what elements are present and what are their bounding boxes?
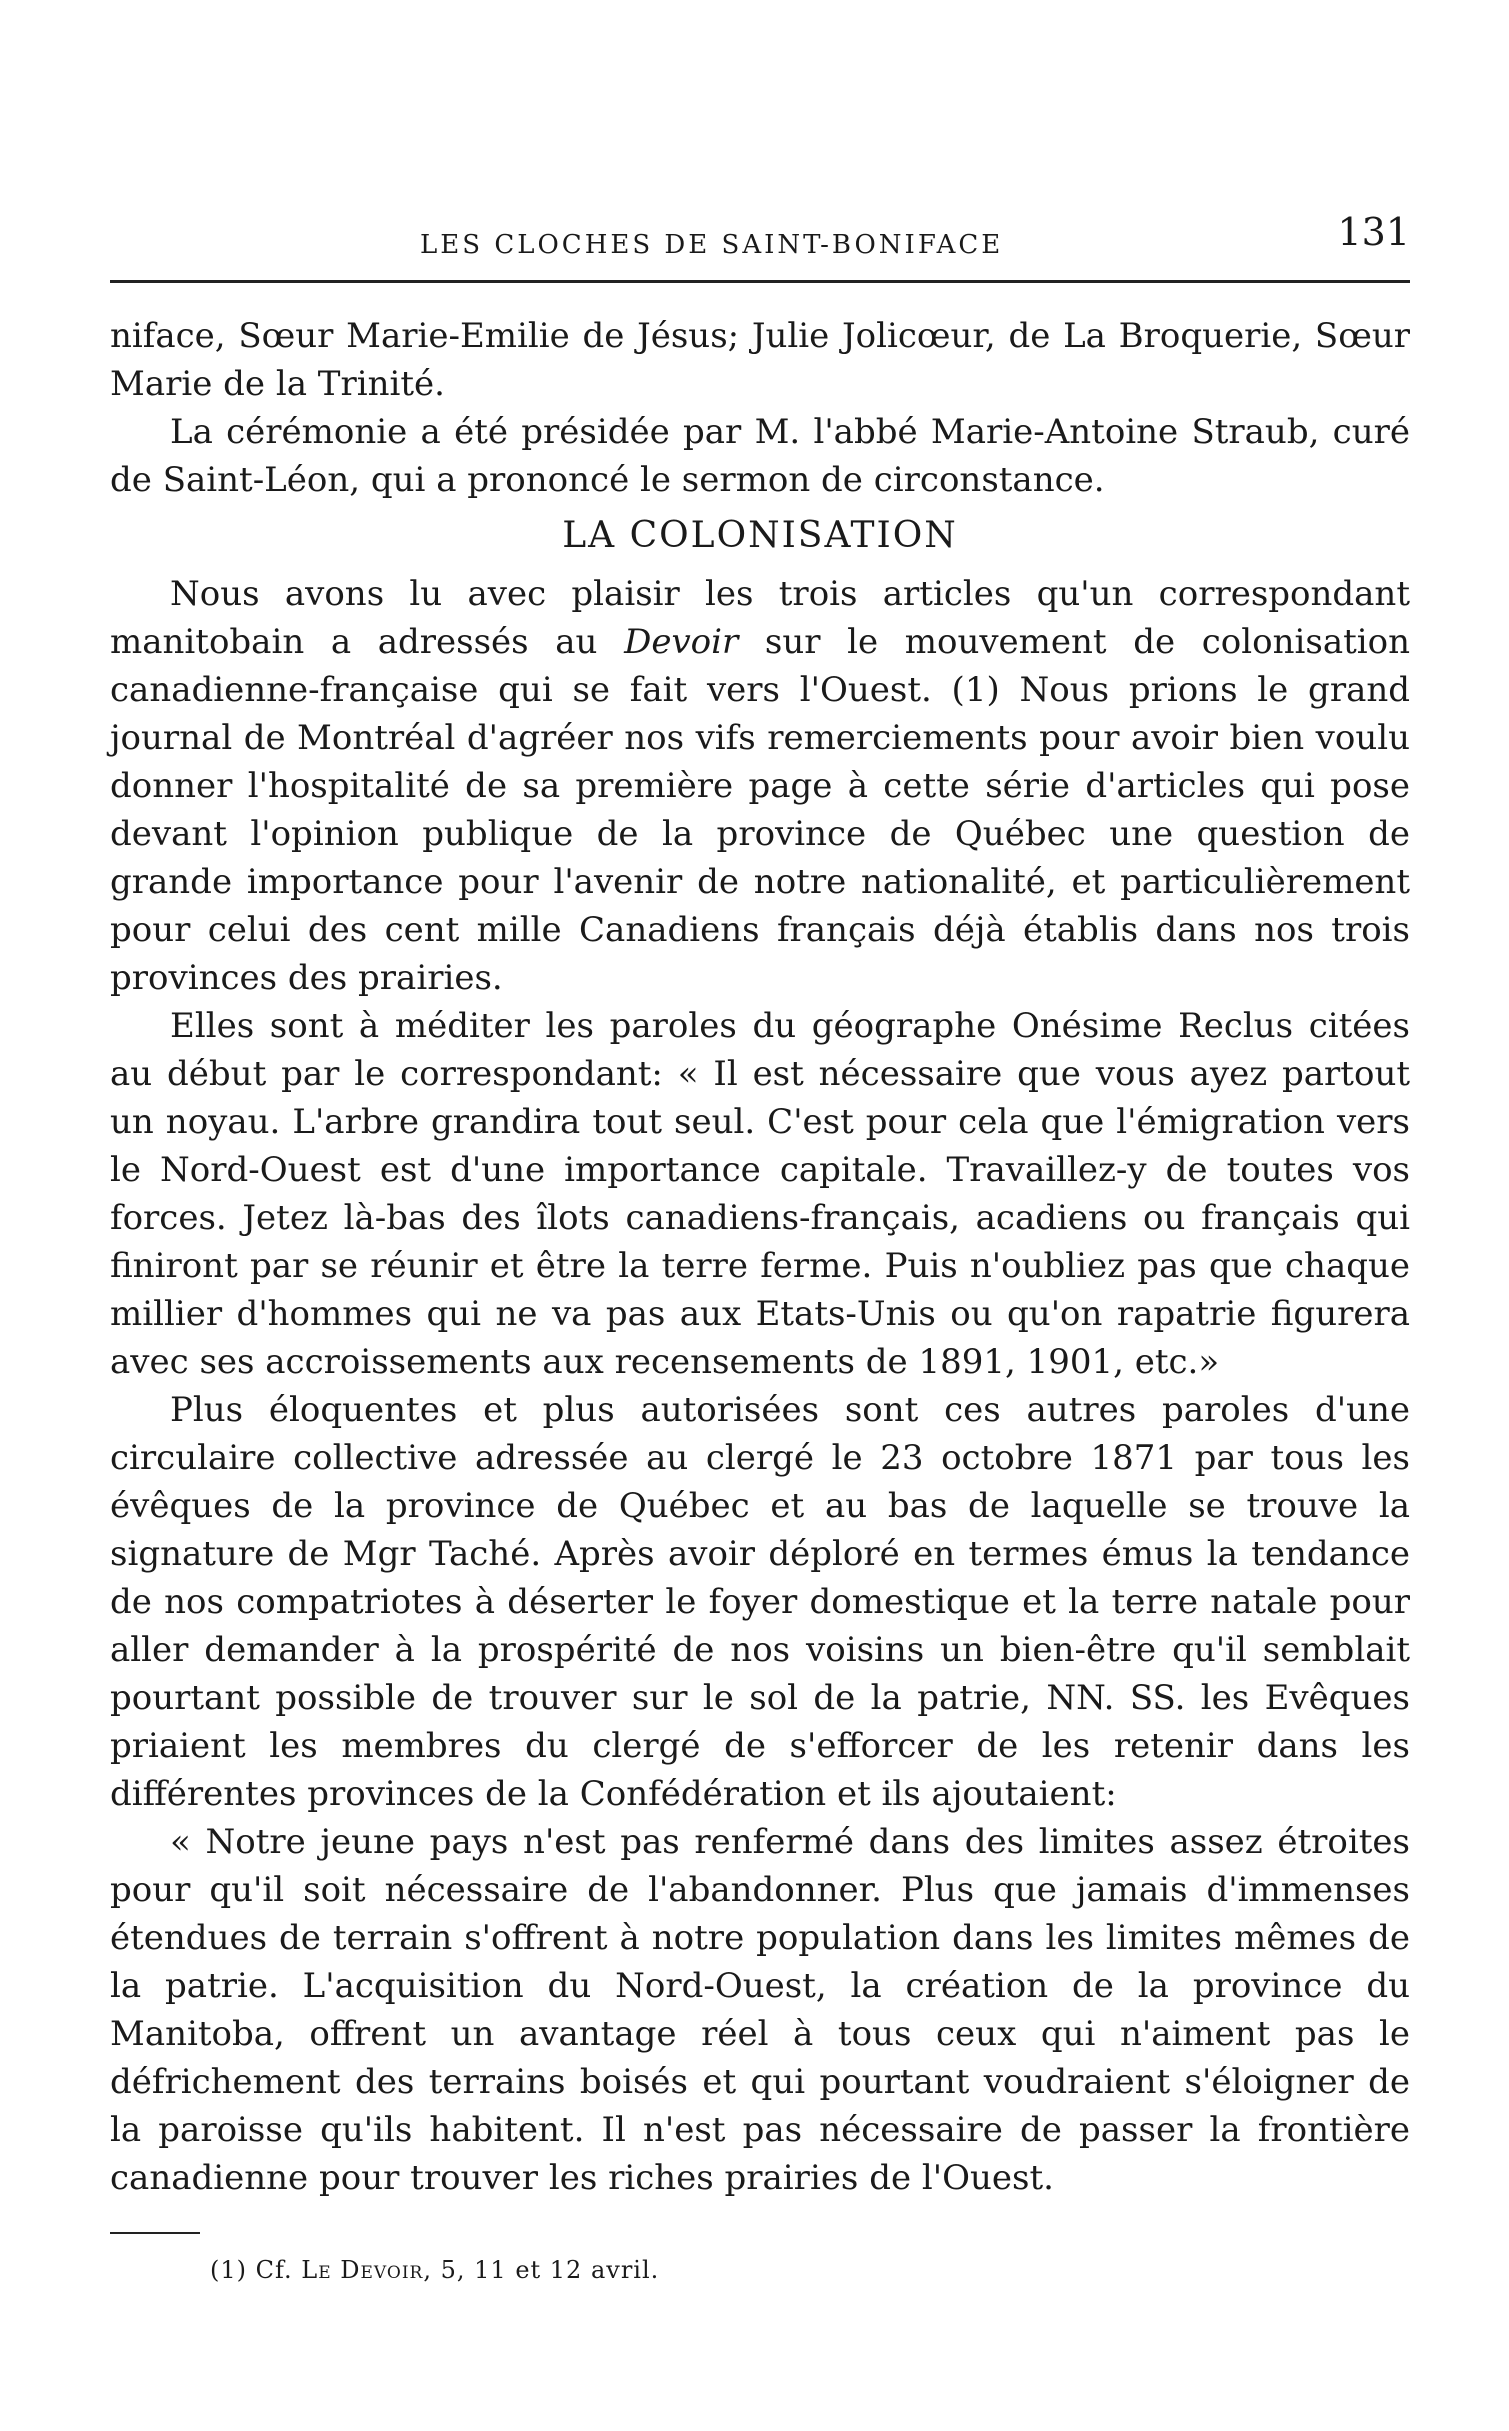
- paragraph-bishops-quote: « Notre jeune pays n'est pas renfermé dans des limites assez étroites pour qu'il soit nécessaire de l'abandonner. Plus que jamais d'immenses étendues de terrain s'offrent à notre population dans les limites mêmes de la patrie. L'acquisition du Nord-Ouest, la création de la province du Manitoba, offrent un avantage réel à tous ceux qui n'aiment pas le défrichement des terrains boisés et qui pourtant voudraient s'éloigner de la paroisse qu'ils habitent. Il n'est pas nécessaire de passer la frontière canadienne pour trouver les riches prairies de l'Ouest.: [110, 1822, 1410, 2198]
- footnote-rule: [110, 2232, 200, 2234]
- paragraph-reclus-quote: Elles sont à méditer les paroles du géographe Onésime Reclus citées au début par le correspondant: « Il est nécessaire que vous ayez partout un noyau. L'arbre grandira tout seul. C'est pour cela que l'émigration vers le Nord-Ouest est d'une importance capitale. Travaillez-y de toutes vos forces. Jetez là-bas des îlots canadiens-français, acadiens ou français qui finiront par se réunir et être la terre ferme. Puis n'oubliez pas que chaque millier d'hommes qui ne va pas aux Etats-Unis ou qu'on rapatrie figurera avec ses accroissements aux recensements de 1891, 1901, etc.»: [110, 1006, 1410, 1382]
- book-page: [110, 210, 1410, 2284]
- footnote-source: Le Devoir: [301, 2256, 424, 2284]
- page-number: 131: [1337, 210, 1410, 254]
- paragraph-ceremony: La cérémonie a été présidée par M. l'abbé Marie-Antoine Straub, curé de Saint-Léon, qui a prononcé le sermon de circonstance.: [110, 412, 1410, 500]
- footnote-text-start: Cf.: [255, 2256, 302, 2284]
- footnote: [210, 2256, 1410, 2284]
- paragraph-continued: niface, Sœur Marie-Emilie de Jésus; Julie Jolicœur, de La Broquerie, Sœur Marie de la Trinité.: [110, 316, 1410, 404]
- footnote-marker: (1): [210, 2256, 247, 2284]
- header-rule: [110, 280, 1410, 283]
- paragraph-circular: Plus éloquentes et plus autorisées sont ces autres paroles d'une circulaire collective adressée au clergé le 23 octobre 1871 par tous les évêques de la province de Québec et au bas de laquelle se trouve la signature de Mgr Taché. Après avoir déploré en termes émus la tendance de nos compatriotes à déserter le foyer domestique et la terre natale pour aller demander à la prospérité de nos voisins un bien-être qu'il semblait pourtant possible de trouver sur le sol de la patrie, NN. SS. les Evêques priaient les membres du clergé de s'efforcer de les retenir dans les différentes provinces de la Confédération et ils ajoutaient:: [110, 1390, 1410, 1814]
- newspaper-title: Devoir: [624, 622, 739, 662]
- running-head: [110, 210, 1410, 280]
- body-text: [110, 312, 1410, 2202]
- paragraph-text-start: Nous avons lu avec plaisir les trois articles qu'un correspondant manitobain a adressés au: [110, 574, 1410, 662]
- paragraph-colonisation-intro: [110, 570, 1410, 1002]
- footnote-text-end: , 5, 11 et 12 avril.: [423, 2256, 660, 2284]
- section-heading: LA COLONISATION: [562, 515, 958, 556]
- paragraph-text-end: sur le mouvement de colonisation canadienne-française qui se fait vers l'Ouest. (1) Nous prions le grand journal de Montréal d'agréer nos vifs remerciements pour avoir bien voulu donner l'hospitalité de sa première page à cette série d'articles qui pose devant l'opinion publique de la province de Québec une question de grande importance pour l'avenir de notre nationalité, et particulièrement pour celui des cent mille Canadiens français déjà établis dans nos trois provinces des prairies.: [110, 622, 1410, 998]
- running-title: LES CLOCHES DE SAINT-BONIFACE: [420, 230, 1004, 260]
